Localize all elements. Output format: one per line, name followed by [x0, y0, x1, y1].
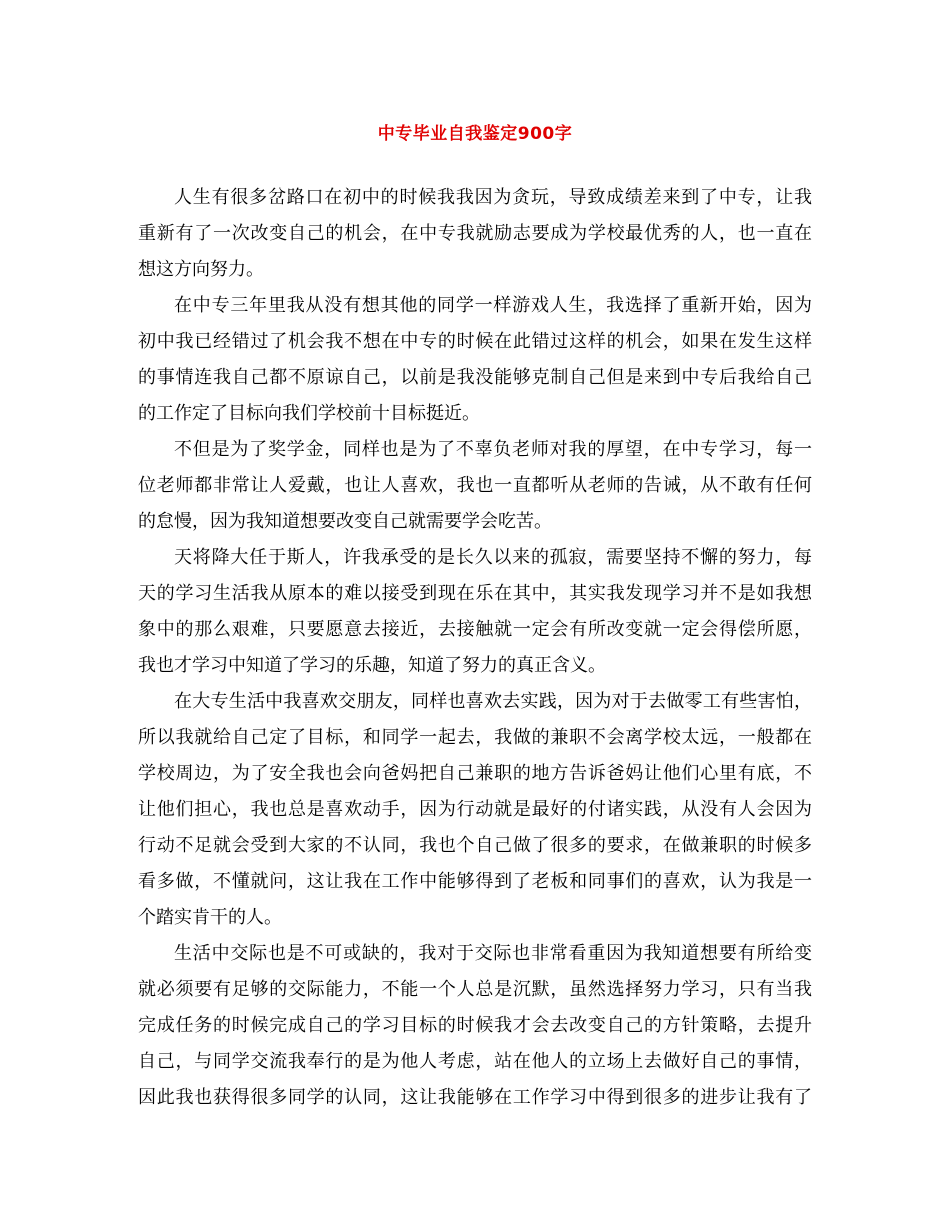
paragraph — [138, 936, 812, 1116]
text-line: 就必须要有足够的交际能力，不能一个人总是沉默，虽然选择努力学习，只有当我 — [138, 979, 812, 1000]
text-line: 行动不足就会受到大家的不认同，我也个自己做了很多的要求，在做兼职的时候多 — [138, 835, 812, 856]
text-line: 让他们担心，我也总是喜欢动手，因为行动就是最好的付诸实践，从没有人会因为 — [138, 799, 812, 820]
text-line: 因此我也获得很多同学的认同，这让我能够在工作学习中得到很多的进步让我有了 — [138, 1087, 812, 1108]
text-line: 初中我已经错过了机会我不想在中专的时候在此错过这样的机会，如果在发生这样 — [138, 331, 812, 352]
text-line: 天的学习生活我从原本的难以接受到现在乐在其中，其实我发现学习并不是如我想 — [138, 583, 812, 604]
paragraph — [138, 288, 812, 432]
text-line: 学校周边，为了安全我也会向爸妈把自己兼职的地方告诉爸妈让他们心里有底，不 — [138, 763, 812, 784]
text-line: 人生有很多岔路口在初中的时候我我因为贪玩，导致成绩差来到了中专，让我 — [174, 187, 812, 208]
text-line: 个踏实肯干的人。 — [138, 907, 282, 928]
text-line: 想这方向努力。 — [138, 259, 264, 280]
text-line: 天将降大任于斯人，许我承受的是长久以来的孤寂，需要坚持不懈的努力，每 — [174, 547, 812, 568]
text-line: 位老师都非常让人爱戴，也让人喜欢，我也一直都听从老师的告诫，从不敢有任何 — [138, 475, 812, 496]
text-line: 看多做，不懂就问，这让我在工作中能够得到了老板和同事们的喜欢，认为我是一 — [138, 871, 812, 892]
text-line: 所以我就给自己定了目标，和同学一起去，我做的兼职不会离学校太远，一般都在 — [138, 727, 812, 748]
text-line: 在大专生活中我喜欢交朋友，同样也喜欢去实践，因为对于去做零工有些害怕， — [174, 691, 812, 712]
paragraph — [138, 432, 812, 540]
text-line: 象中的那么艰难，只要愿意去接近，去接触就一定会有所改变就一定会得偿所愿， — [138, 619, 812, 640]
text-line: 在中专三年里我从没有想其他的同学一样游戏人生，我选择了重新开始，因为 — [174, 295, 812, 316]
paragraph — [138, 180, 812, 288]
document-body — [138, 180, 812, 1116]
text-line: 生活中交际也是不可或缺的，我对于交际也非常看重因为我知道想要有所给变 — [174, 943, 812, 964]
text-line: 我也才学习中知道了学习的乐趣，知道了努力的真正含义。 — [138, 655, 606, 676]
text-line: 完成任务的时候完成自己的学习目标的时候我才会去改变自己的方针策略，去提升 — [138, 1015, 812, 1036]
text-line: 的工作定了目标向我们学校前十目标挺近。 — [138, 403, 480, 424]
paragraph — [138, 540, 812, 684]
document-title: 中专毕业自我鉴定900字 — [377, 124, 573, 144]
paragraph — [138, 684, 812, 936]
text-line: 重新有了一次改变自己的机会，在中专我就励志要成为学校最优秀的人，也一直在 — [138, 223, 812, 244]
text-line: 的事情连我自己都不原谅自己，以前是我没能够克制自己但是来到中专后我给自己 — [138, 367, 812, 388]
text-line: 的怠慢，因为我知道想要改变自己就需要学会吃苦。 — [138, 511, 552, 532]
text-line: 不但是为了奖学金，同样也是为了不辜负老师对我的厚望，在中专学习，每一 — [174, 439, 812, 460]
text-line: 自己，与同学交流我奉行的是为他人考虑，站在他人的立场上去做好自己的事情， — [138, 1051, 812, 1072]
